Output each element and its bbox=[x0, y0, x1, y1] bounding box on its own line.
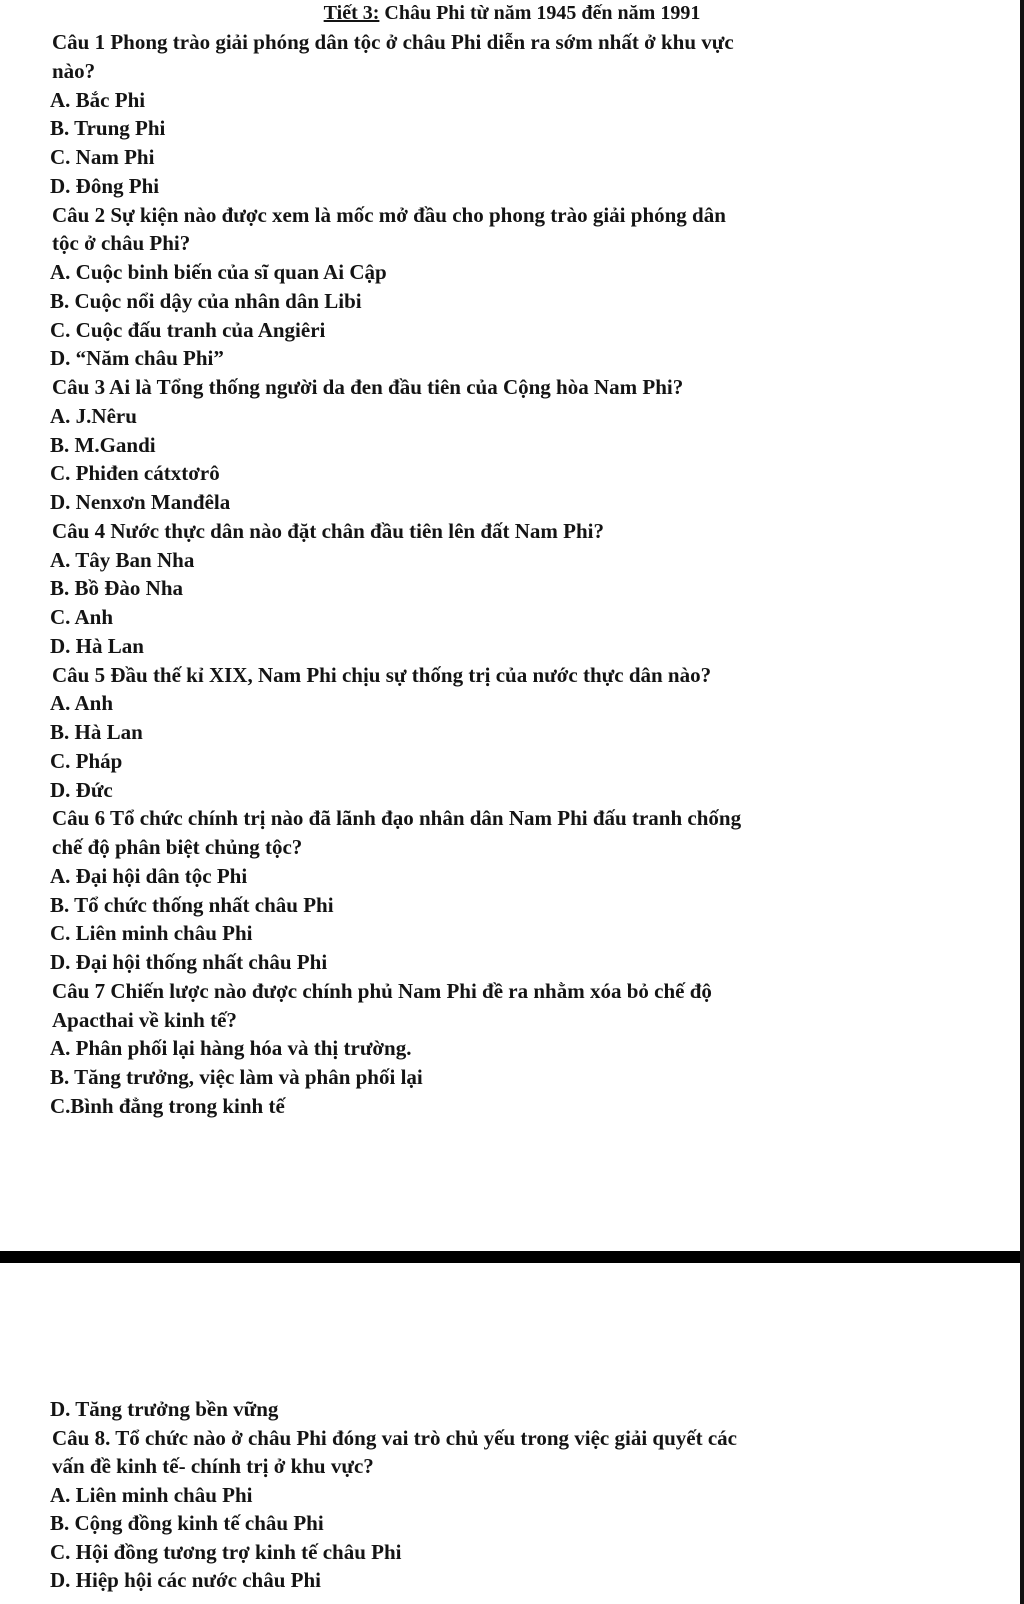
question-continuation: tộc ở châu Phi? bbox=[52, 231, 191, 256]
answer-option: C. Nam Phi bbox=[50, 145, 155, 169]
question-continuation: nào? bbox=[52, 58, 96, 83]
right-edge-border bbox=[1020, 0, 1024, 1604]
answer-option: A. Đại hội dân tộc Phi bbox=[50, 863, 248, 888]
question-line: Câu 2 Sự kiện nào được xem là mốc mở đầu cho phong trào giải phóng dân bbox=[52, 202, 726, 227]
question-line: Câu 4 Nước thực dân nào đặt chân đầu tiên lên đất Nam Phi? bbox=[52, 518, 604, 543]
page-title bbox=[0, 0, 1024, 26]
answer-option: C. Pháp bbox=[50, 748, 123, 773]
answer-option: A. Tây Ban Nha bbox=[50, 547, 195, 572]
answer-option: C. Cuộc đấu tranh của Angiêri bbox=[50, 317, 326, 342]
lesson-number: Tiết 3: bbox=[323, 2, 380, 24]
answer-option: C. Liên minh châu Phi bbox=[50, 921, 253, 946]
answer-option: B. Bồ Đào Nha bbox=[50, 576, 184, 601]
question-continuation: Apacthai về kinh tế? bbox=[52, 1007, 237, 1032]
answer-option: A. Anh bbox=[50, 691, 114, 716]
answer-option: C. Hội đồng tương trợ kinh tế châu Phi bbox=[50, 1539, 402, 1564]
answer-option: C. Anh bbox=[50, 605, 114, 629]
answer-option: D. “Năm châu Phi” bbox=[50, 346, 224, 371]
question-continuation: vấn đề kinh tế- chính trị ở khu vực? bbox=[52, 1454, 374, 1478]
answer-option: B. Cuộc nổi dậy của nhân dân Libi bbox=[50, 288, 362, 313]
answer-option: D. Đại hội thống nhất châu Phi bbox=[50, 950, 328, 974]
answer-option: B. Trung Phi bbox=[50, 116, 166, 141]
answer-option: D. Hiệp hội các nước châu Phi bbox=[50, 1568, 321, 1592]
question-continuation: chế độ phân biệt chủng tộc? bbox=[52, 835, 303, 859]
answer-option: D. Tăng trưởng bền vững bbox=[50, 1397, 279, 1421]
question-line: Câu 1 Phong trào giải phóng dân tộc ở châu Phi diễn ra sớm nhất ở khu vực bbox=[52, 30, 734, 54]
question-line: Câu 8. Tổ chức nào ở châu Phi đóng vai trò chủ yếu trong việc giải quyết các bbox=[52, 1425, 737, 1450]
answer-option: B. Tăng trưởng, việc làm và phân phối lại bbox=[50, 1065, 423, 1089]
question-line: Câu 3 Ai là Tổng thống người da đen đầu tiên của Cộng hòa Nam Phi? bbox=[52, 375, 684, 399]
answer-option: C.Bình đẳng trong kinh tế bbox=[50, 1093, 285, 1118]
answer-option: B. Tổ chức thống nhất châu Phi bbox=[50, 892, 334, 917]
question-line: Câu 6 Tổ chức chính trị nào đã lãnh đạo nhân dân Nam Phi đấu tranh chống bbox=[52, 806, 742, 831]
answer-option: A. Cuộc binh biến của sĩ quan Ai Cập bbox=[50, 260, 387, 284]
answer-option: D. Đức bbox=[50, 777, 113, 802]
question-line: Câu 5 Đầu thế kỉ XIX, Nam Phi chịu sự thống trị của nước thực dân nào? bbox=[52, 662, 712, 687]
answer-option: D. Đông Phi bbox=[50, 173, 160, 198]
answer-option: D. Hà Lan bbox=[50, 633, 144, 658]
lesson-title: Châu Phi từ năm 1945 đến năm 1991 bbox=[384, 2, 701, 24]
answer-option: A. Phân phối lại hàng hóa và thị trường. bbox=[50, 1036, 412, 1061]
answer-option: A. Bắc Phi bbox=[50, 87, 146, 112]
answer-option: C. Phiđen cátxtơrô bbox=[50, 461, 220, 486]
answer-option: B. Cộng đồng kinh tế châu Phi bbox=[50, 1511, 324, 1535]
answer-option: B. M.Gandi bbox=[50, 432, 156, 457]
answer-option: A. J.Nêru bbox=[50, 403, 137, 428]
answer-option: A. Liên minh châu Phi bbox=[50, 1482, 253, 1507]
question-line: Câu 7 Chiến lược nào được chính phủ Nam Phi đề ra nhằm xóa bỏ chế độ bbox=[52, 978, 712, 1003]
answer-option: D. Nenxơn Manđêla bbox=[50, 490, 231, 514]
page-divider bbox=[0, 1251, 1024, 1263]
answer-option: B. Hà Lan bbox=[50, 720, 143, 744]
